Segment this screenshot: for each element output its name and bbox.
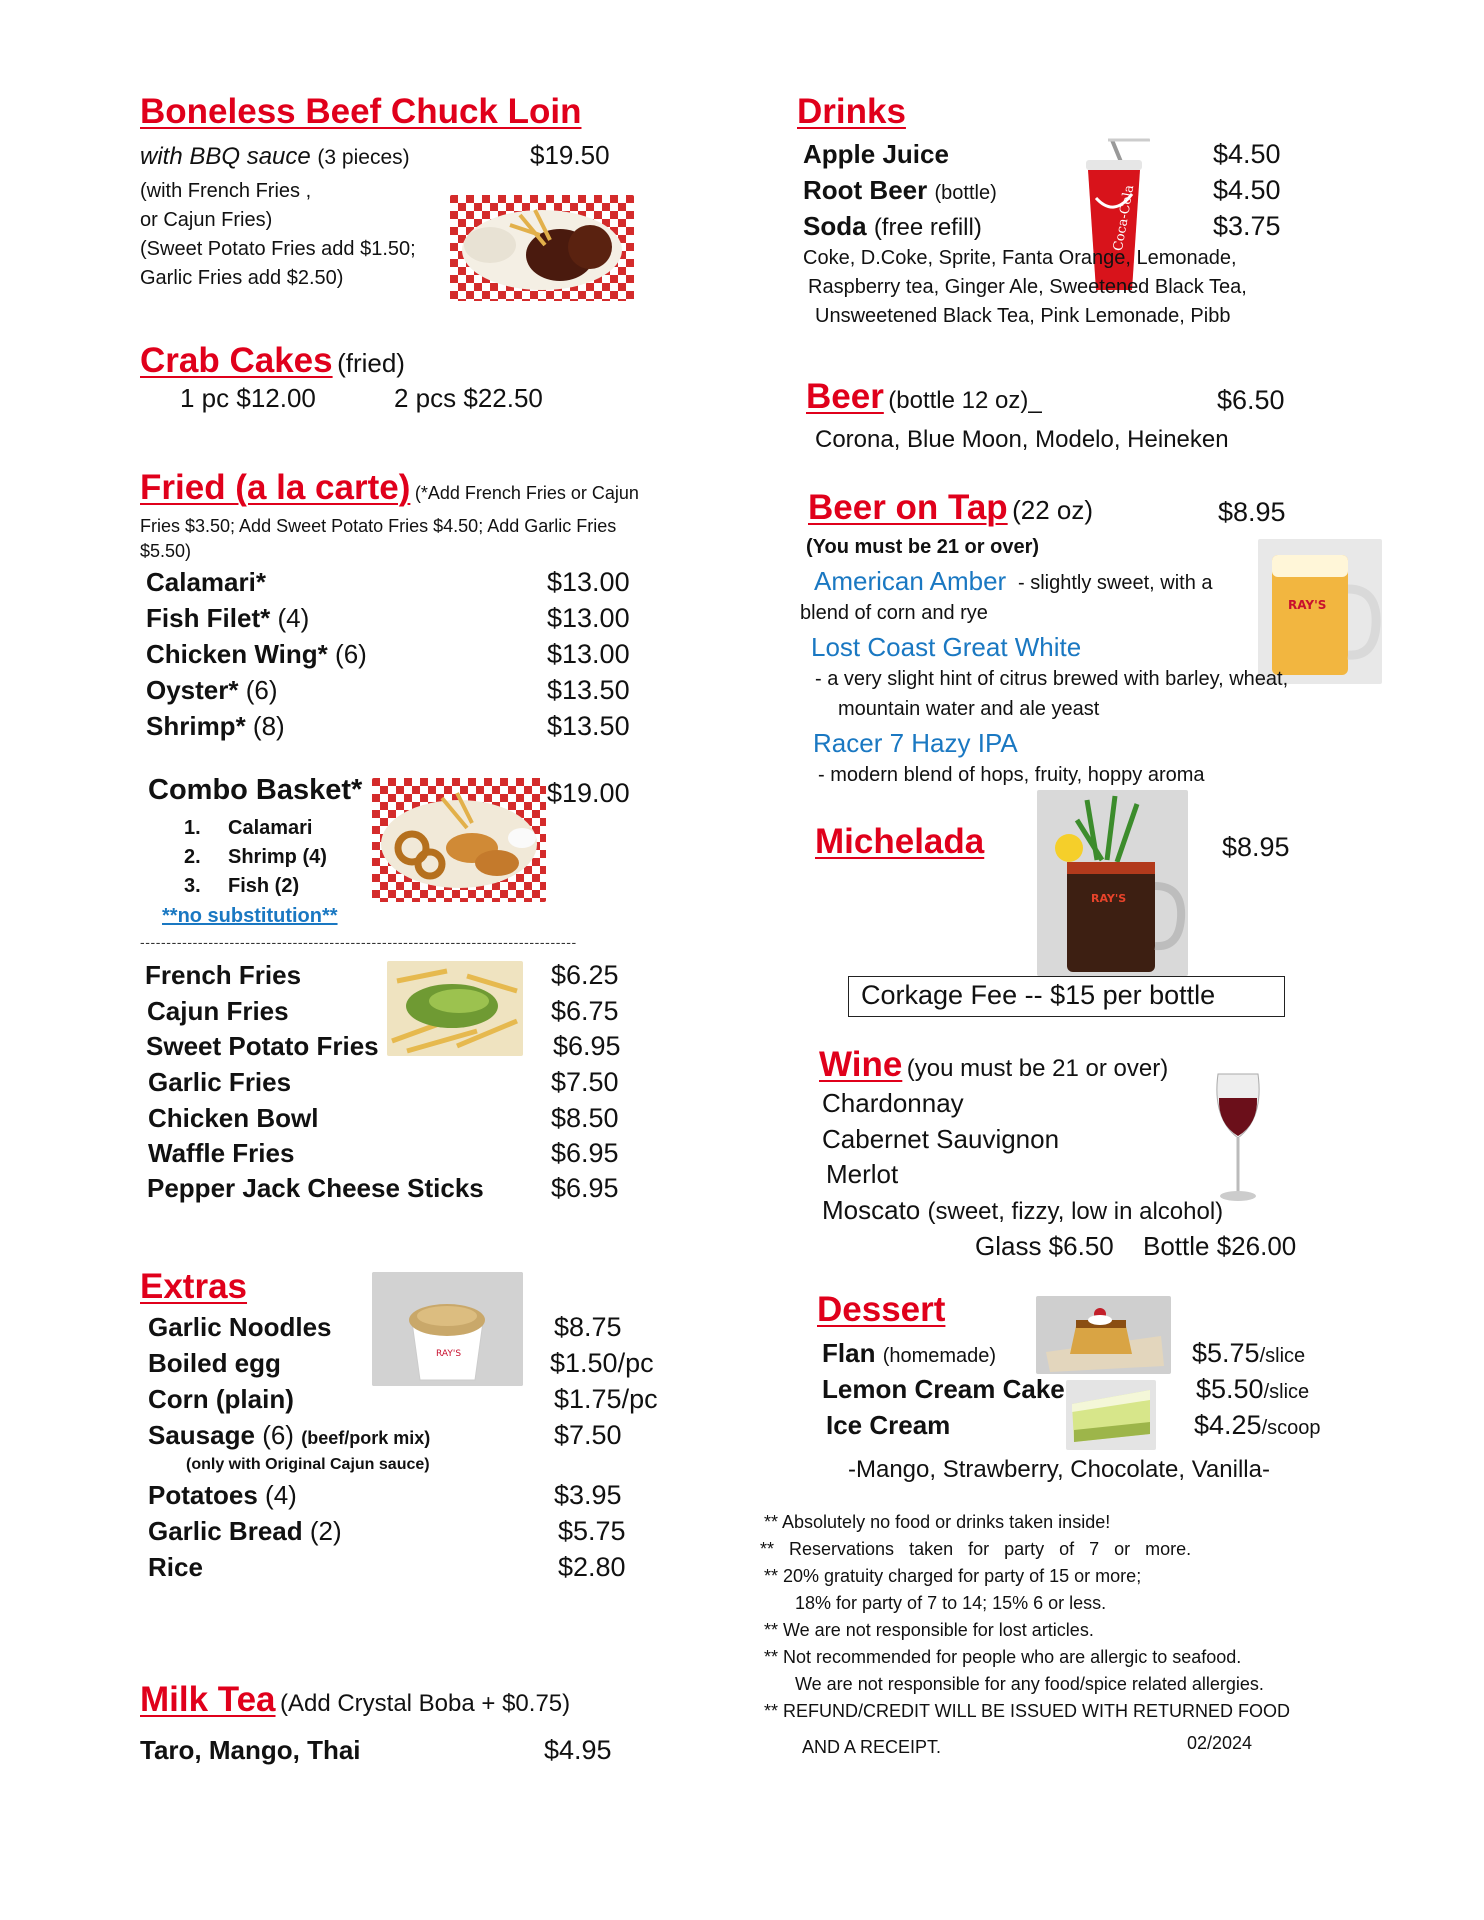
fried-item-fish <box>146 603 309 634</box>
policy-note-9: AND A RECEIPT. <box>802 1737 942 1757</box>
side-price-french-fries: $6.25 <box>551 960 619 990</box>
fries-photo <box>387 961 523 1056</box>
item-name: Chicken Wing* <box>146 639 328 669</box>
side-price-pepper-jack: $6.95 <box>551 1173 619 1203</box>
sausage-note: (beef/pork mix) <box>301 1428 431 1448</box>
item-name: Oyster* <box>146 675 239 705</box>
soda-cup-brand: Coca-Cola <box>1110 183 1138 253</box>
fried-note-3: $5.50) <box>140 541 192 561</box>
item-name: Fish Filet* <box>146 603 271 633</box>
beer-mug-logo: RAY'S <box>1288 598 1327 612</box>
price-unit: /scoop <box>1261 1417 1321 1439</box>
extra-item-sausage <box>148 1420 430 1451</box>
beer-note: (bottle 12 oz)_ <box>888 387 1042 414</box>
milk-tea-heading: Milk Tea <box>140 1680 276 1719</box>
combo-heading: Combo Basket* <box>148 774 363 806</box>
combo-item-1: Calamari <box>228 817 313 839</box>
item-name: Root Beer <box>803 175 928 205</box>
fried-price-oyster: $13.50 <box>547 675 630 705</box>
tap-age-note: (You must be 21 or over) <box>806 536 1040 558</box>
michelada-price: $8.95 <box>1222 832 1290 862</box>
policy-note-7: We are not responsible for any food/spice related allergies. <box>795 1674 1264 1694</box>
item-qty: (8) <box>252 711 285 741</box>
item-qty: (6) <box>245 675 278 705</box>
extra-item-rice: Rice <box>148 1552 203 1582</box>
sausage-subnote: (only with Original Cajun sauce) <box>186 1456 430 1473</box>
fried-note-2: Fries $3.50; Add Sweet Potato Fries $4.50; Add Garlic Fries <box>140 516 617 536</box>
wine-glass-price: Glass $6.50 <box>975 1231 1114 1261</box>
item-note: (homemade) <box>882 1345 997 1367</box>
item-name: Calamari* <box>146 567 266 597</box>
item-name: Garlic Bread <box>148 1516 303 1546</box>
drink-item-soda <box>803 211 982 242</box>
fried-price-shrimp: $13.50 <box>547 711 630 741</box>
extra-price-boiled-egg: $1.50/pc <box>550 1348 654 1378</box>
milk-tea-heading-row <box>140 1680 570 1720</box>
dessert-price-lemon-cake <box>1196 1374 1309 1405</box>
beef-photo <box>450 195 634 301</box>
dessert-price-ice-cream <box>1194 1410 1321 1441</box>
fried-item-calamari <box>146 567 266 598</box>
dessert-heading: Dessert <box>817 1290 946 1329</box>
item-name: Moscato <box>822 1195 921 1225</box>
fried-item-oyster <box>146 675 278 706</box>
policy-note-8: ** REFUND/CREDIT WILL BE ISSUED WITH RETURNED FOOD <box>764 1701 1291 1721</box>
soda-flavors-line-2: Raspberry tea, Ginger Ale, Sweetened Black Tea, <box>808 276 1247 298</box>
side-item-pepper-jack: Pepper Jack Cheese Sticks <box>147 1173 484 1203</box>
fried-item-shrimp <box>146 711 285 742</box>
tap-beer-lost-coast: Lost Coast Great White <box>811 632 1082 662</box>
policy-note-5: ** We are not responsible for lost articles. <box>764 1620 1094 1640</box>
price-value: $4.25 <box>1194 1410 1262 1440</box>
drink-item-root-beer <box>803 175 997 206</box>
combo-item-3: Fish (2) <box>228 875 300 897</box>
dessert-item-flan <box>822 1338 996 1369</box>
item-qty: (4) <box>277 603 310 633</box>
tap-price: $8.95 <box>1218 497 1286 527</box>
michelada-photo <box>1037 790 1188 976</box>
beef-option-line-2: or Cajun Fries) <box>140 209 273 231</box>
wine-heading-row <box>819 1045 1168 1085</box>
drink-price-root-beer: $4.50 <box>1213 175 1281 205</box>
fried-item-wing <box>146 639 367 670</box>
wine-glass-photo <box>1210 1068 1266 1204</box>
combo-no-substitution: **no substitution** <box>162 905 338 927</box>
drinks-heading: Drinks <box>797 92 906 131</box>
fried-heading-row <box>140 468 639 508</box>
tap-beer-lost-coast-desc-2: mountain water and ale yeast <box>838 698 1100 720</box>
fried-note-1: (*Add French Fries or Cajun <box>414 483 639 503</box>
extra-price-potatoes: $3.95 <box>554 1480 622 1510</box>
fried-price-fish: $13.00 <box>547 603 630 633</box>
item-qty: (4) <box>265 1480 297 1510</box>
extra-price-rice: $2.80 <box>558 1552 626 1582</box>
price-value: $5.50 <box>1196 1374 1264 1404</box>
policy-note-1: ** Absolutely no food or drinks taken inside! <box>764 1512 1111 1532</box>
lemon-cake-photo <box>1066 1380 1156 1450</box>
combo-price: $19.00 <box>547 778 630 808</box>
side-item-sweet-potato-fries: Sweet Potato Fries <box>146 1031 379 1061</box>
drink-price-soda: $3.75 <box>1213 211 1281 241</box>
fried-heading: Fried (a la carte) <box>140 468 411 507</box>
wine-item-moscato <box>822 1195 1223 1226</box>
wine-item-cabernet: Cabernet Sauvignon <box>822 1124 1060 1154</box>
extra-price-sausage: $7.50 <box>554 1420 622 1450</box>
crab-heading-row <box>140 341 405 381</box>
side-price-sweet-potato-fries: $6.95 <box>553 1031 621 1061</box>
item-name: Shrimp* <box>146 711 246 741</box>
beer-mug-photo <box>1258 539 1382 684</box>
dessert-item-lemon-cake: Lemon Cream Cake <box>822 1374 1065 1404</box>
garlic-noodles-photo <box>372 1272 523 1386</box>
item-qty: (6) <box>335 639 367 669</box>
policy-note-3: ** 20% gratuity charged for party of 15 or more; <box>764 1566 1142 1586</box>
beef-option-line-1: (with French Fries , <box>140 180 312 202</box>
milk-tea-note: (Add Crystal Boba + $0.75) <box>279 1690 571 1717</box>
item-name: Flan <box>822 1338 876 1368</box>
side-price-chicken-bowl: $8.50 <box>551 1103 619 1133</box>
extra-item-garlic-noodles: Garlic Noodles <box>148 1312 332 1342</box>
crab-option-1: 1 pc $12.00 <box>180 383 316 413</box>
michelada-heading: Michelada <box>815 822 985 861</box>
beef-option-line-3: (Sweet Potato Fries add $1.50; <box>140 238 416 260</box>
extras-heading: Extras <box>140 1267 248 1306</box>
policy-note-4: 18% for party of 7 to 14; 15% 6 or less. <box>795 1593 1107 1613</box>
beef-heading: Boneless Beef Chuck Loin <box>140 92 582 131</box>
extra-price-garlic-bread: $5.75 <box>558 1516 626 1546</box>
combo-num-3: 3. <box>184 875 201 897</box>
tap-beer-racer-7: Racer 7 Hazy IPA <box>813 728 1018 758</box>
drink-price-apple-juice: $4.50 <box>1213 139 1281 169</box>
combo-num-2: 2. <box>184 846 201 868</box>
beef-subtitle-italic: with BBQ sauce <box>140 143 311 170</box>
policy-note-2: ** Reservations taken for party of 7 or more. <box>760 1539 1192 1559</box>
policy-note-6: ** Not recommended for people who are allergic to seafood. <box>764 1647 1242 1667</box>
wine-note: (you must be 21 or over) <box>906 1055 1169 1082</box>
item-qty: (2) <box>309 1516 342 1546</box>
wine-item-merlot: Merlot <box>826 1159 899 1189</box>
side-price-cajun-fries: $6.75 <box>551 996 619 1026</box>
crab-note: (fried) <box>337 348 405 378</box>
beef-option-line-4: Garlic Fries add $2.50) <box>140 267 344 289</box>
item-name: Sausage <box>148 1420 255 1450</box>
tap-beer-american-amber: American Amber <box>814 566 1007 596</box>
extra-item-potatoes <box>148 1480 297 1511</box>
beer-brands: Corona, Blue Moon, Modelo, Heineken <box>815 426 1229 453</box>
dessert-item-ice-cream: Ice Cream <box>826 1410 951 1440</box>
price-value: $5.75 <box>1192 1338 1260 1368</box>
beef-subtitle-pieces: (3 pieces) <box>317 146 410 169</box>
side-item-garlic-fries: Garlic Fries <box>148 1067 292 1097</box>
tap-beer-lost-coast-desc-1: - a very slight hint of citrus brewed with barley, wheat, <box>815 668 1289 690</box>
divider: ----------------------------------------------------------------------------------- <box>140 934 577 950</box>
dessert-price-flan <box>1192 1338 1305 1369</box>
combo-num-1: 1. <box>184 817 201 839</box>
tap-beer-racer-7-desc: - modern blend of hops, fruity, hoppy aroma <box>818 764 1205 786</box>
wine-item-chardonnay: Chardonnay <box>822 1088 964 1118</box>
side-price-garlic-fries: $7.50 <box>551 1067 619 1097</box>
crab-heading: Crab Cakes <box>140 341 333 380</box>
extra-item-garlic-bread <box>148 1516 342 1547</box>
wine-bottle-price: Bottle $26.00 <box>1143 1231 1297 1261</box>
side-item-waffle-fries: Waffle Fries <box>148 1138 295 1168</box>
item-name: Potatoes <box>148 1480 258 1510</box>
extra-price-garlic-noodles: $8.75 <box>554 1312 622 1342</box>
fried-price-calamari: $13.00 <box>547 567 630 597</box>
corkage-box <box>848 976 1285 1017</box>
drink-item-apple-juice: Apple Juice <box>803 139 949 169</box>
tap-beer-american-amber-desc-2: blend of corn and rye <box>800 602 988 624</box>
crab-option-2: 2 pcs $22.50 <box>394 383 543 413</box>
ice-cream-flavors: -Mango, Strawberry, Chocolate, Vanilla- <box>848 1456 1270 1483</box>
tap-heading: Beer on Tap <box>808 488 1008 527</box>
price-unit: /slice <box>1263 1381 1310 1403</box>
milk-tea-price: $4.95 <box>544 1735 612 1765</box>
price-unit: /slice <box>1259 1345 1306 1367</box>
side-item-cajun-fries: Cajun Fries <box>147 996 289 1026</box>
corkage-text: Corkage Fee -- $15 per bottle <box>861 980 1216 1010</box>
item-note: (free refill) <box>873 214 982 241</box>
fried-price-wing: $13.00 <box>547 639 630 669</box>
michelada-mug-logo: RAY'S <box>1091 892 1127 905</box>
beef-price: $19.50 <box>530 140 610 170</box>
item-note: (bottle) <box>934 182 997 204</box>
soda-flavors-line-3: Unsweetened Black Tea, Pink Lemonade, Pibb <box>815 305 1231 327</box>
item-name: Soda <box>803 211 867 241</box>
combo-photo <box>372 778 546 902</box>
extra-item-corn: Corn (plain) <box>148 1384 294 1414</box>
wine-heading: Wine <box>819 1045 903 1084</box>
side-price-waffle-fries: $6.95 <box>551 1138 619 1168</box>
side-item-french-fries: French Fries <box>145 960 302 990</box>
tap-beer-american-amber-desc-1: - slightly sweet, with a <box>1018 572 1213 594</box>
tap-heading-row <box>808 488 1093 528</box>
side-item-chicken-bowl: Chicken Bowl <box>148 1103 319 1133</box>
moscato-note: (sweet, fizzy, low in alcohol) <box>927 1198 1224 1225</box>
beer-price: $6.50 <box>1217 385 1285 415</box>
soda-flavors-line-1: Coke, D.Coke, Sprite, Fanta Orange, Lemonade, <box>803 247 1237 269</box>
tap-note: (22 oz) <box>1012 495 1094 525</box>
beer-heading-row <box>806 377 1042 417</box>
menu-date: 02/2024 <box>1187 1733 1253 1753</box>
beef-subtitle <box>140 143 410 171</box>
item-qty: (6) <box>262 1420 294 1450</box>
combo-item-2: Shrimp (4) <box>228 846 327 868</box>
extra-item-boiled-egg: Boiled egg <box>148 1348 281 1378</box>
flan-photo <box>1036 1296 1171 1374</box>
milk-tea-flavors: Taro, Mango, Thai <box>140 1735 361 1765</box>
garlic-noodles-cup-logo: RAY'S <box>436 1349 462 1359</box>
beer-heading: Beer <box>806 377 884 416</box>
extra-price-corn: $1.75/pc <box>554 1384 658 1414</box>
